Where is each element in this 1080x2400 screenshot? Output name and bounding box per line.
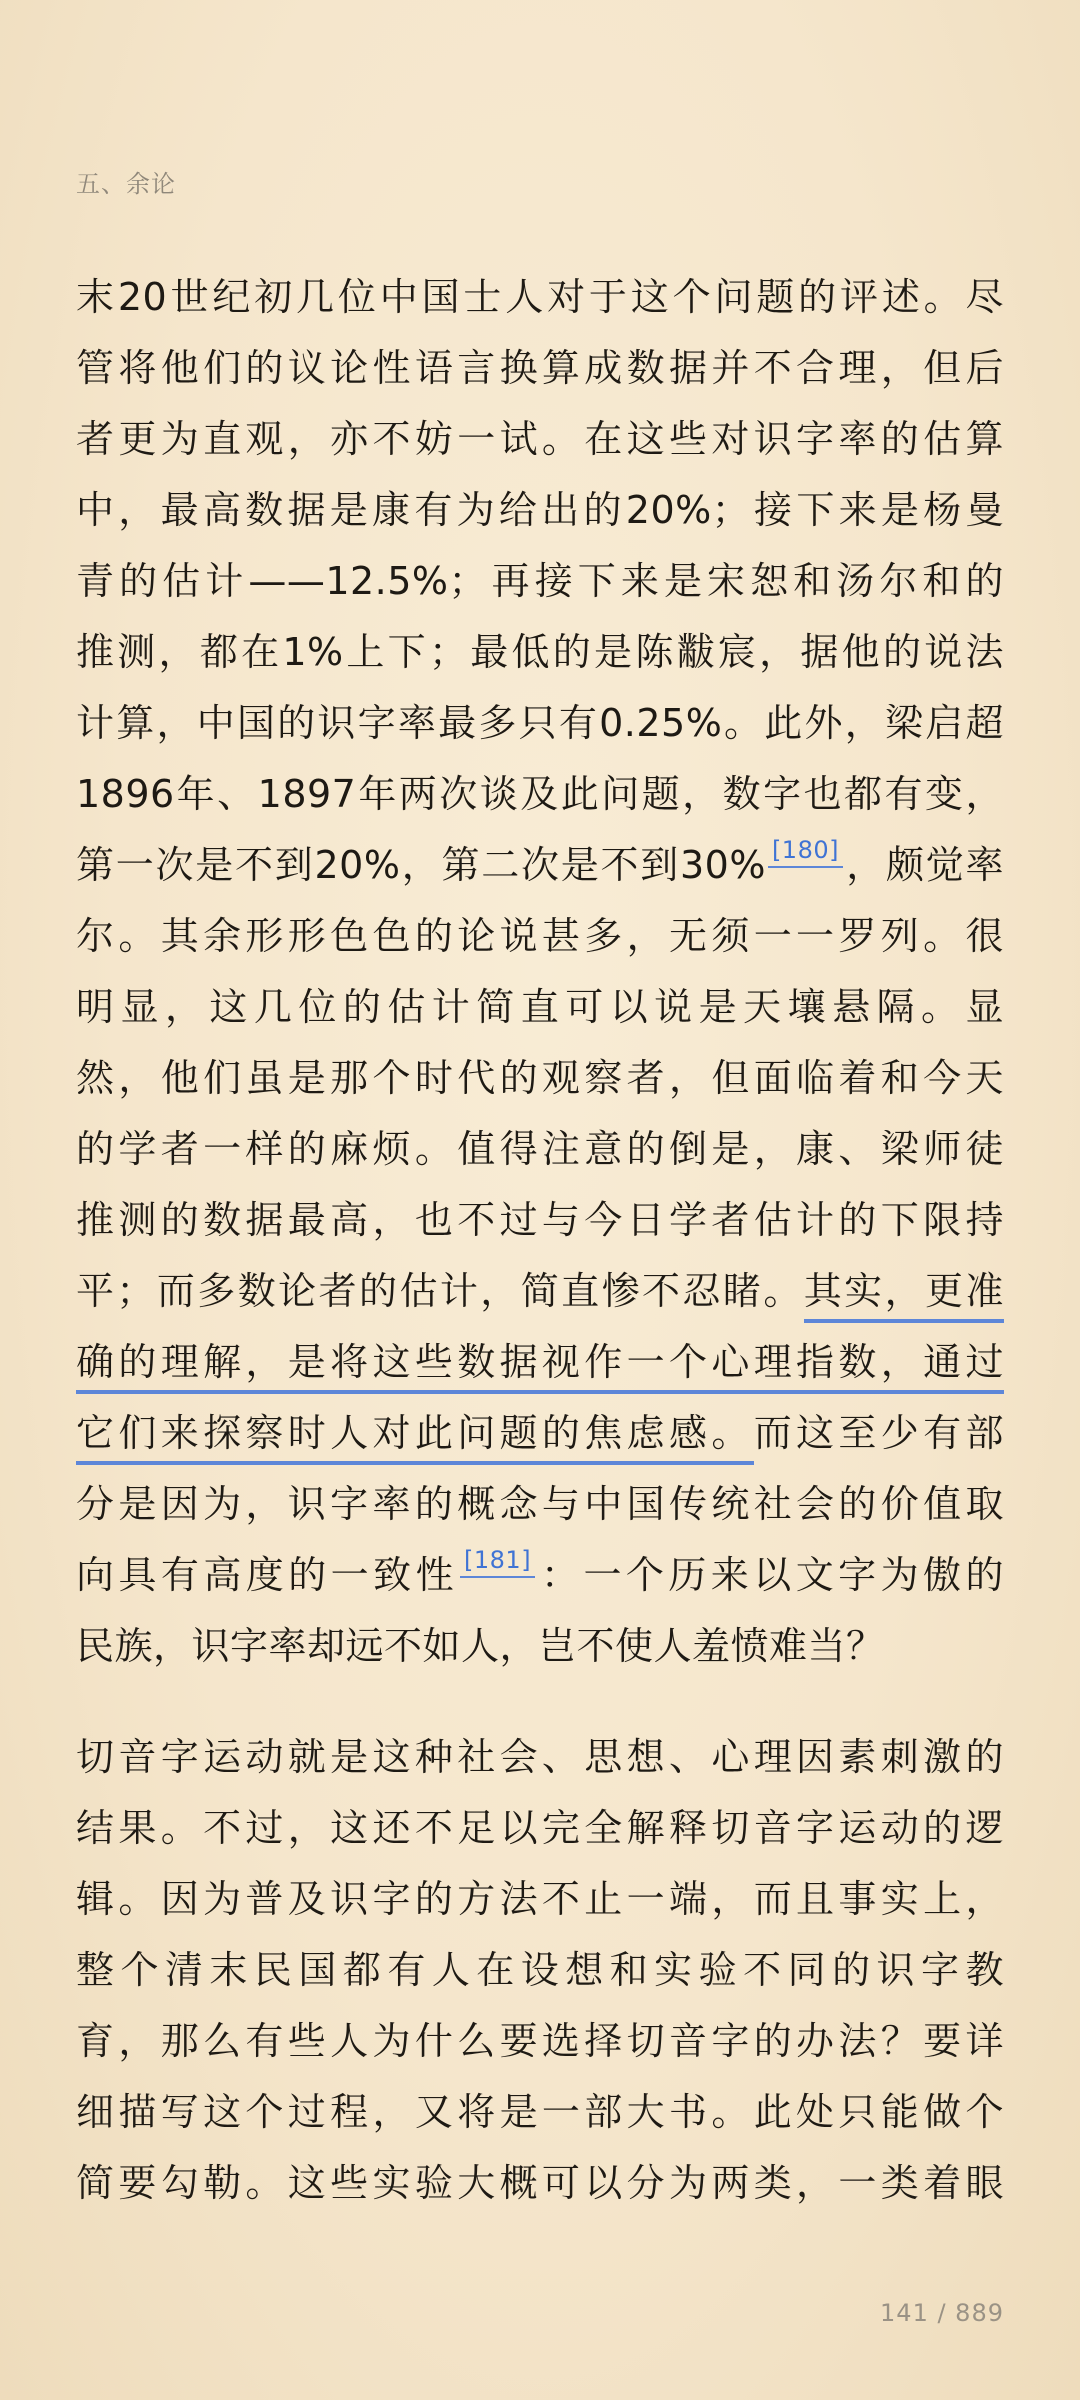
book-text xyxy=(76,262,1004,2219)
text-line[interactable]: 明显，这几位的估计简直可以说是天壤悬隔。显 xyxy=(76,985,1004,1029)
text-line[interactable]: 简要勾勒。这些实验大概可以分为两类，一类着眼 xyxy=(76,2161,1004,2205)
text-line[interactable]: 推测的数据最高，也不过与今日学者估计的下限持 xyxy=(76,1198,1004,1242)
text-segment[interactable]: 平；而多数论者的估计，简直惨不忍睹。 xyxy=(76,1269,804,1313)
text-line[interactable]: 中，最高数据是康有为给出的20%；接下来是杨曼 xyxy=(76,488,1004,532)
text-line[interactable]: 结果。不过，这还不足以完全解释切音字运动的逻 xyxy=(76,1806,1004,1850)
highlighted-text[interactable]: 其实，更准 xyxy=(804,1269,1004,1323)
highlighted-text[interactable]: 它们来探察时人对此问题的焦虑感。 xyxy=(76,1411,754,1465)
text-line[interactable]: 者更为直观，亦不妨一试。在这些对识字率的估算 xyxy=(76,417,1004,461)
text-line[interactable]: 整个清末民国都有人在设想和实验不同的识字教 xyxy=(76,1948,1004,1992)
text-segment[interactable]: ，颇觉率 xyxy=(844,843,1004,887)
text-line[interactable]: 民族，识字率却远不如人，岂不使人羞愤难当？ xyxy=(76,1624,885,1668)
text-line[interactable]: 细描写这个过程，又将是一部大书。此处只能做个 xyxy=(76,2090,1004,2134)
text-line[interactable]: 然，他们虽是那个时代的观察者，但面临着和今天 xyxy=(76,1056,1004,1100)
chapter-header: 五、余论 xyxy=(76,170,176,198)
text-segment[interactable]: ：一个历来以文字为傲的 xyxy=(537,1553,1004,1597)
text-line[interactable] xyxy=(76,830,1004,901)
paragraph-2 xyxy=(76,1722,1004,2219)
text-line[interactable]: 1896年、1897年两次谈及此问题，数字也都有变， xyxy=(76,772,1004,816)
text-line[interactable]: 育，那么有些人为什么要选择切音字的办法？要详 xyxy=(76,2019,1004,2063)
page-number: 141 / 889 xyxy=(880,2299,1004,2327)
text-line[interactable] xyxy=(76,1540,1004,1611)
paragraph-spacer xyxy=(76,1682,1004,1722)
footnote-link-181[interactable]: [181] xyxy=(460,1548,535,1578)
text-line[interactable]: 青的估计——12.5%；再接下来是宋恕和汤尔和的 xyxy=(76,559,1004,603)
text-line[interactable]: 辑。因为普及识字的方法不止一端，而且事实上， xyxy=(76,1877,1004,1921)
text-line[interactable] xyxy=(76,1398,1004,1469)
text-line[interactable]: 分是因为，识字率的概念与中国传统社会的价值取 xyxy=(76,1482,1004,1526)
text-segment[interactable]: 向具有高度的一致性 xyxy=(76,1553,459,1597)
text-line[interactable]: 计算，中国的识字率最多只有0.25%。此外，梁启超 xyxy=(76,701,1004,745)
text-line[interactable]: 推测，都在1%上下；最低的是陈黻宸，据他的说法 xyxy=(76,630,1004,674)
text-line[interactable]: 的学者一样的麻烦。值得注意的倒是，康、梁师徒 xyxy=(76,1127,1004,1171)
text-line[interactable]: 末20世纪初几位中国士人对于这个问题的评述。尽 xyxy=(76,275,1004,319)
paragraph-1 xyxy=(76,262,1004,1682)
text-segment[interactable]: 而这至少有部 xyxy=(753,1411,1004,1455)
highlighted-text[interactable]: 确的理解，是将这些数据视作一个心理指数，通过 xyxy=(76,1340,1004,1394)
text-line[interactable] xyxy=(76,1327,1004,1398)
text-line[interactable] xyxy=(76,1256,1004,1327)
text-line[interactable]: 尔。其余形形色色的论说甚多，无须一一罗列。很 xyxy=(76,914,1004,958)
text-line[interactable]: 管将他们的议论性语言换算成数据并不合理，但后 xyxy=(76,346,1004,390)
text-line[interactable]: 切音字运动就是这种社会、思想、心理因素刺激的 xyxy=(76,1735,1004,1779)
footnote-link-180[interactable]: [180] xyxy=(768,838,843,868)
text-segment[interactable]: 第一次是不到20%，第二次是不到30% xyxy=(76,843,766,887)
